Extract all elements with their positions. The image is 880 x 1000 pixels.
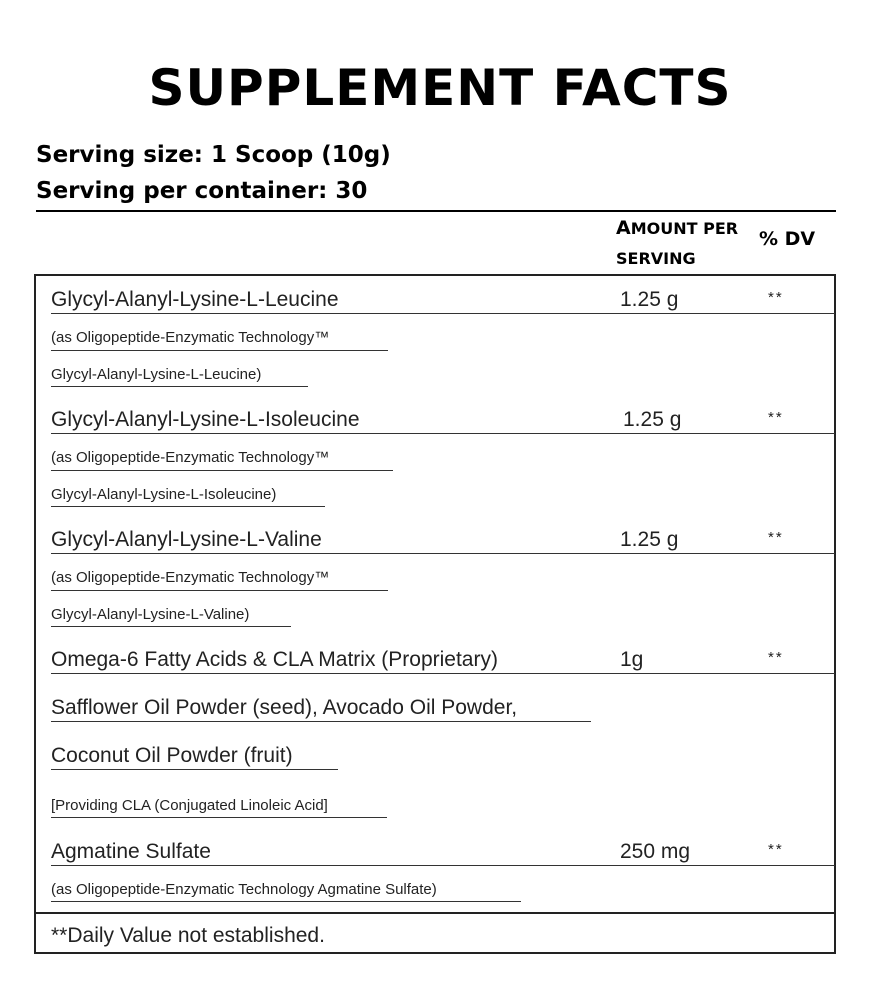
amount-header-line2: SERVING (616, 249, 696, 268)
ingredient-source: (as Oligopeptide-Enzymatic Technology™ (51, 449, 330, 466)
ingredient-name: Glycyl-Alanyl-Lysine-L-Leucine (51, 288, 339, 311)
ingredient-source: Safflower Oil Powder (seed), Avocado Oil Powder, (51, 696, 518, 719)
footnote: **Daily Value not established. (51, 924, 325, 947)
ingredient-amount: 1.25 g (620, 288, 679, 311)
row-rule (51, 433, 835, 434)
ingredient-dv: ** (768, 841, 784, 858)
row-rule (51, 865, 835, 866)
amount-header-line1: MOUNT PER (630, 219, 739, 238)
ingredient-amount: 1g (620, 648, 644, 671)
ingredient-dv: ** (768, 289, 784, 306)
ingredient-amount: 1.25 g (623, 408, 682, 431)
ingredient-source: [Providing CLA (Conjugated Linoleic Acid] (51, 797, 328, 814)
row-rule (51, 470, 393, 471)
ingredient-dv: ** (768, 529, 784, 546)
footer-divider (36, 912, 836, 914)
row-rule (51, 386, 308, 387)
row-rule (51, 721, 591, 722)
page-title: SUPPLEMENT FACTS (148, 59, 732, 117)
ingredient-dv: ** (768, 409, 784, 426)
ingredient-name: Agmatine Sulfate (51, 840, 211, 863)
ingredient-name: Omega-6 Fatty Acids & CLA Matrix (Proprietary) (51, 648, 498, 671)
serving-size: Serving size: 1 Scoop (10g) (36, 142, 391, 168)
ingredient-name: Glycyl-Alanyl-Lysine-L-Valine (51, 528, 322, 551)
row-rule (51, 350, 388, 351)
row-rule (51, 673, 835, 674)
ingredient-source: Glycyl-Alanyl-Lysine-L-Leucine) (51, 366, 262, 383)
ingredient-source: Glycyl-Alanyl-Lysine-L-Isoleucine) (51, 486, 277, 503)
ingredient-amount: 1.25 g (620, 528, 679, 551)
row-rule (51, 553, 835, 554)
dv-header: % DV (759, 228, 816, 250)
row-rule (51, 590, 388, 591)
ingredient-amount: 250 mg (620, 840, 691, 863)
row-rule (51, 901, 521, 902)
servings-per-container: Serving per container: 30 (36, 178, 368, 204)
ingredient-name: Glycyl-Alanyl-Lysine-L-Isoleucine (51, 408, 360, 431)
row-rule (51, 626, 291, 627)
row-rule (51, 313, 835, 314)
row-rule (51, 769, 338, 770)
ingredient-source: Glycyl-Alanyl-Lysine-L-Valine) (51, 606, 250, 623)
ingredient-source: (as Oligopeptide-Enzymatic Technology Agmatine Sulfate) (51, 881, 437, 898)
ingredient-source: (as Oligopeptide-Enzymatic Technology™ (51, 329, 330, 346)
row-rule (51, 817, 387, 818)
ingredient-source: Coconut Oil Powder (fruit) (51, 744, 293, 767)
ingredient-source: (as Oligopeptide-Enzymatic Technology™ (51, 569, 330, 586)
header-divider (36, 210, 836, 212)
amount-header-initial: A (616, 217, 631, 239)
row-rule (51, 506, 325, 507)
amount-per-serving-header (616, 213, 738, 274)
ingredient-dv: ** (768, 649, 784, 666)
